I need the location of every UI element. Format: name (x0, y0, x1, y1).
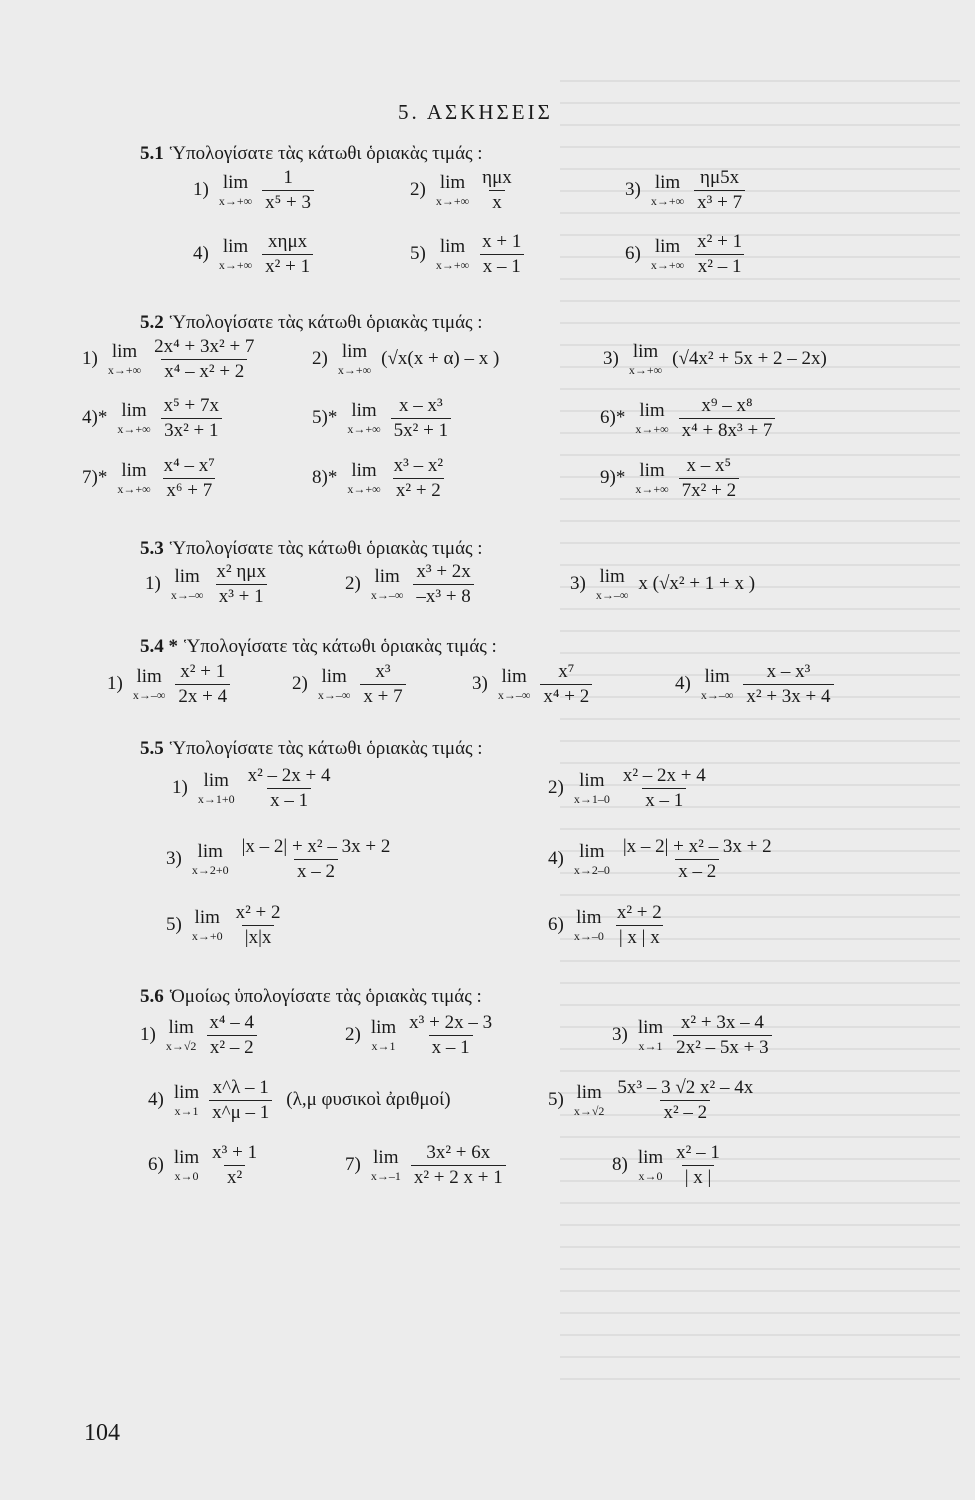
limit-operator (192, 842, 229, 876)
lim-word: lim (637, 1147, 664, 1169)
exercise-s51-5 (410, 232, 524, 277)
limit-operator (318, 667, 351, 701)
exercise-label: 2) (345, 1024, 361, 1046)
denominator: –x³ + 8 (413, 584, 473, 607)
limit-operator (638, 1148, 663, 1182)
limit-expression: (√x(x + α) – x ) (381, 348, 500, 369)
numerator: x⁴ – x⁷ (163, 455, 215, 476)
limit-subscript: x→–∞ (595, 588, 629, 602)
limit-operator (347, 401, 380, 435)
fraction (233, 903, 284, 948)
exercise-label: 1) (193, 179, 209, 201)
fraction (679, 396, 776, 441)
exercise-label: 6)* (600, 407, 626, 429)
fraction (239, 837, 394, 882)
limit-operator (574, 842, 610, 876)
exercise-s56-6 (148, 1143, 260, 1188)
exercise-s52-2 (312, 342, 499, 376)
lim-word: lim (351, 460, 377, 482)
limit-operator (108, 342, 141, 376)
denominator: x⁵ + 3 (262, 190, 314, 213)
exercise-s54-4 (675, 662, 834, 707)
limit-subscript: x→–∞ (497, 688, 531, 703)
limit-operator (596, 567, 629, 601)
limit-subscript: x→+∞ (347, 422, 381, 437)
limit-subscript: x→+∞ (117, 422, 151, 437)
limit-subscript: x→–∞ (170, 588, 204, 603)
exercise-s55-2 (548, 766, 709, 811)
limit-subscript: x→1–0 (573, 792, 610, 807)
exercise-s54-2 (292, 662, 406, 707)
limit-subscript: x→1+0 (197, 792, 235, 807)
lim-word: lim (501, 666, 527, 688)
denominator: x – 1 (480, 254, 524, 277)
lim-word: lim (639, 400, 665, 422)
exercise-s56-5 (548, 1078, 756, 1123)
exercise-s55-3 (166, 837, 393, 882)
limit-operator (171, 567, 204, 601)
lim-word: lim (121, 400, 147, 422)
denominator: x⁴ + 8x³ + 7 (679, 418, 776, 441)
denominator: 3x² + 1 (161, 418, 221, 441)
fraction (620, 766, 709, 811)
lim-word: lim (321, 666, 347, 688)
numerator: x⁵ + 7x (163, 395, 219, 416)
exercise-label: 7) (345, 1154, 361, 1176)
fraction (209, 1143, 260, 1188)
exercise-label: 4)* (82, 407, 108, 429)
numerator: x³ – x² (393, 455, 444, 476)
numerator: x⁹ – x⁸ (701, 395, 753, 416)
section-5-4-heading: 5.4 * Ὑπολογίσατε τὰς κάτωθι ὁριακὰς τιμάς : (140, 636, 497, 657)
numerator: x² + 2 (235, 902, 281, 923)
exercise-s54-1 (107, 662, 230, 707)
fraction (391, 396, 451, 441)
exercise-label: 4) (675, 673, 691, 695)
lim-word: lim (222, 172, 249, 194)
exercise-s56-1 (140, 1013, 257, 1058)
lim-word: lim (637, 1017, 664, 1039)
numerator: x³ + 2x – 3 (409, 1012, 493, 1033)
section-5-6-heading: 5.6 Ὁμοίως ὑπολογίσατε τὰς ὁριακὰς τιμάς : (140, 986, 482, 1007)
lim-word: lim (341, 341, 368, 362)
numerator: 2x⁴ + 3x² + 7 (154, 336, 255, 357)
exercise-s56-2 (345, 1013, 495, 1058)
exercise-s52-5 (312, 396, 451, 441)
limit-subscript: x→1 (371, 1039, 396, 1054)
fraction (245, 766, 334, 811)
limit-operator (174, 1148, 199, 1182)
fraction (262, 168, 314, 213)
numerator: x³ + 2x (416, 561, 471, 582)
exercise-label: 7)* (82, 467, 108, 489)
fraction (213, 562, 269, 607)
limit-operator (574, 771, 610, 805)
fraction (406, 1013, 495, 1058)
lim-word: lim (203, 770, 229, 792)
exercise-label: 2) (292, 673, 308, 695)
exercise-label: 8)* (312, 467, 338, 489)
exercise-label: 5) (166, 914, 182, 936)
section-5-2-heading: 5.2 Ὑπολογίσατε τὰς κάτωθι ὁριακὰς τιμάς : (140, 312, 483, 333)
limit-subscript: x→√2 (573, 1104, 605, 1119)
lim-word: lim (174, 566, 200, 588)
fraction (151, 337, 257, 382)
limit-operator (498, 667, 531, 701)
exercise-s55-1 (172, 766, 334, 811)
limit-operator (651, 237, 684, 271)
lim-word: lim (197, 841, 223, 863)
limit-subscript: x→+∞ (347, 482, 381, 497)
exercise-label: 2) (548, 777, 564, 799)
denominator: 2x² – 5x + 3 (673, 1035, 771, 1058)
limit-operator (635, 401, 668, 435)
numerator: xημx (268, 231, 308, 252)
exercise-s53-3 (570, 567, 755, 601)
denominator: | x | (682, 1165, 715, 1188)
exercise-s51-6 (625, 232, 745, 277)
exercise-s56-4 (148, 1078, 451, 1123)
numerator: x – x⁵ (686, 455, 732, 476)
denominator: x² – 1 (695, 254, 745, 277)
fraction (413, 562, 473, 607)
limit-operator (629, 342, 662, 376)
limit-subscript: x→2–0 (573, 863, 610, 878)
numerator: x³ + 1 (212, 1142, 258, 1163)
fraction (479, 232, 524, 277)
limit-operator (192, 908, 223, 942)
exercise-s56-8 (612, 1143, 723, 1188)
exercise-note: (λ,μ φυσικοὶ ἀριθμοί) (286, 1089, 451, 1111)
fraction (673, 1143, 723, 1188)
fraction (694, 168, 745, 213)
lim-word: lim (168, 1017, 194, 1039)
denominator: x⁶ + 7 (163, 478, 215, 501)
denominator: x – 2 (675, 859, 719, 882)
exercise-s52-4 (82, 396, 222, 441)
limit-subscript: x→+∞ (107, 363, 142, 378)
numerator: x⁷ (558, 661, 575, 682)
exercise-label: 3) (612, 1024, 628, 1046)
numerator: 5x³ – 3 √2 x² – 4x (617, 1077, 754, 1098)
denominator: x² – 2 (660, 1100, 710, 1123)
lim-word: lim (370, 1017, 397, 1039)
exercise-s51-2 (410, 168, 515, 213)
exercise-s52-6 (600, 396, 775, 441)
denominator: x² + 3x + 4 (743, 684, 833, 707)
numerator: x² – 2x + 4 (622, 765, 706, 786)
lim-word: lim (222, 236, 249, 258)
denominator: x^μ – 1 (209, 1100, 272, 1123)
fraction (540, 662, 592, 707)
limit-subscript: x→+∞ (635, 482, 669, 497)
limit-operator (574, 1083, 605, 1117)
limit-subscript: x→+∞ (635, 422, 669, 437)
numerator: x² + 1 (697, 231, 743, 252)
denominator: |x|x (242, 925, 275, 948)
lim-word: lim (194, 907, 220, 929)
numerator: x³ (375, 661, 391, 682)
exercise-label: 4) (148, 1089, 164, 1111)
exercise-label: 2) (410, 179, 426, 201)
exercise-label: 9)* (600, 467, 626, 489)
numerator: x + 1 (482, 231, 522, 252)
exercise-label: 2) (345, 573, 361, 595)
exercise-label: 3) (570, 573, 586, 594)
lim-word: lim (576, 907, 602, 929)
lim-word: lim (373, 1147, 399, 1169)
numerator: |x – 2| + x² – 3x + 2 (241, 836, 391, 857)
exercise-label: 8) (612, 1154, 628, 1176)
fraction (161, 456, 218, 501)
lim-word: lim (351, 400, 377, 422)
limit-operator (117, 461, 150, 495)
numerator: 1 (283, 167, 293, 188)
limit-operator (436, 237, 469, 271)
exercise-label: 4) (548, 848, 564, 870)
exercise-s55-6 (548, 903, 665, 948)
fraction (743, 662, 833, 707)
exercise-s56-3 (612, 1013, 772, 1058)
denominator: x + 7 (360, 684, 405, 707)
denominator: x² + 2 x + 1 (411, 1165, 506, 1188)
numerator: x² + 3x – 4 (680, 1012, 764, 1033)
page-number: 104 (84, 1420, 120, 1446)
limit-operator (133, 667, 166, 701)
limit-subscript: x→–∞ (132, 688, 166, 703)
limit-subscript: x→+∞ (628, 363, 663, 377)
fraction (679, 456, 739, 501)
denominator: x² (224, 1165, 245, 1188)
limit-operator (219, 173, 252, 207)
limit-subscript: x→+∞ (650, 194, 685, 209)
numerator: 3x² + 6x (426, 1142, 491, 1163)
exercise-s52-3 (603, 342, 827, 376)
limit-operator (347, 461, 380, 495)
limit-operator (117, 401, 150, 435)
limit-operator (574, 908, 604, 942)
exercise-s53-1 (145, 562, 269, 607)
exercise-label: 5) (548, 1089, 564, 1111)
lim-word: lim (599, 566, 625, 587)
exercise-label: 6) (548, 914, 564, 936)
exercise-label: 6) (148, 1154, 164, 1176)
lim-word: lim (654, 172, 681, 194)
limit-subscript: x→1 (638, 1039, 663, 1054)
fraction (620, 837, 775, 882)
lim-word: lim (632, 341, 659, 362)
limit-operator (638, 1018, 663, 1052)
limit-operator (198, 771, 235, 805)
limit-operator (436, 173, 469, 207)
lim-word: lim (704, 666, 730, 688)
limit-subscript: x→2+0 (191, 863, 229, 878)
lim-word: lim (439, 236, 466, 258)
denominator: x – 1 (642, 788, 686, 811)
exercise-label: 6) (625, 243, 641, 265)
exercise-label: 1) (107, 673, 123, 695)
exercise-label: 1) (140, 1024, 156, 1046)
numerator: x² + 1 (180, 661, 226, 682)
limit-subscript: x→√2 (165, 1039, 197, 1054)
denominator: x⁴ – x² + 2 (161, 359, 247, 382)
lim-word: lim (374, 566, 400, 588)
fraction (161, 396, 222, 441)
page-title: 5. ΑΣΚΗΣΕΙΣ (398, 100, 553, 124)
limit-subscript: x→0 (174, 1169, 199, 1184)
lim-word: lim (173, 1082, 200, 1104)
limit-subscript: x→+∞ (337, 363, 372, 377)
limit-operator (701, 667, 734, 701)
limit-subscript: x→–∞ (370, 588, 404, 603)
exercise-s54-3 (472, 662, 592, 707)
limit-subscript: x→–∞ (317, 688, 351, 703)
exercise-s55-4 (548, 837, 775, 882)
fraction (479, 168, 515, 213)
lim-word: lim (136, 666, 162, 688)
exercise-s56-7 (345, 1143, 506, 1188)
limit-subscript: x→0 (638, 1169, 663, 1184)
lim-word: lim (121, 460, 147, 482)
limit-operator (371, 567, 404, 601)
limit-subscript: x→+∞ (117, 482, 151, 497)
fraction (614, 903, 665, 948)
limit-operator (371, 1018, 396, 1052)
limit-operator (635, 461, 668, 495)
numerator: x⁴ – 4 (209, 1012, 255, 1033)
section-5-5-heading: 5.5 Ὑπολογίσατε τὰς κάτωθι ὁριακὰς τιμάς : (140, 738, 483, 759)
lim-word: lim (579, 770, 605, 792)
denominator: | x | x (616, 925, 663, 948)
exercise-s51-1 (193, 168, 314, 213)
lim-word: lim (579, 841, 605, 863)
denominator: x² + 1 (262, 254, 313, 277)
denominator: x³ + 7 (694, 190, 745, 213)
exercise-label: 1) (145, 573, 161, 595)
lim-word: lim (576, 1082, 602, 1104)
lim-word: lim (111, 341, 138, 363)
exercise-label: 1) (172, 777, 188, 799)
numerator: |x – 2| + x² – 3x + 2 (622, 836, 772, 857)
fraction (262, 232, 313, 277)
lim-word: lim (654, 236, 681, 258)
denominator: x – 1 (267, 788, 311, 811)
limit-subscript: x→+∞ (218, 258, 253, 273)
numerator: ημ5x (700, 167, 740, 188)
denominator: x² + 2 (393, 478, 444, 501)
limit-operator (371, 1148, 401, 1182)
exercise-label: 1) (82, 348, 98, 370)
denominator: 2x + 4 (175, 684, 230, 707)
exercise-s52-1 (82, 337, 257, 382)
numerator: x² + 2 (616, 902, 662, 923)
limit-operator (174, 1083, 199, 1117)
fraction (411, 1143, 506, 1188)
exercise-s55-5 (166, 903, 284, 948)
limit-subscript: x→–1 (370, 1169, 401, 1184)
exercise-label: 5) (410, 243, 426, 265)
denominator: x – 2 (294, 859, 338, 882)
limit-subscript: x→–∞ (700, 688, 734, 703)
limit-subscript: x→+∞ (650, 258, 685, 273)
exercise-s52-9 (600, 456, 739, 501)
numerator: x^λ – 1 (212, 1077, 269, 1098)
fraction (175, 662, 230, 707)
fraction (391, 456, 446, 501)
exercise-s51-3 (625, 168, 745, 213)
exercise-s51-4 (193, 232, 313, 277)
fraction (360, 662, 405, 707)
fraction (673, 1013, 771, 1058)
limit-subscript: x→1 (174, 1104, 199, 1119)
limit-subscript: x→+∞ (435, 258, 470, 273)
numerator: x – x³ (399, 395, 443, 416)
exercise-label: 2) (312, 348, 328, 369)
denominator: x² – 2 (207, 1035, 257, 1058)
section-5-3-heading: 5.3 Ὑπολογίσατε τὰς κάτωθι ὁριακὰς τιμάς : (140, 538, 483, 559)
fraction (209, 1078, 272, 1123)
limit-operator (219, 237, 252, 271)
limit-subscript: x→–0 (573, 929, 604, 944)
limit-subscript: x→+0 (191, 929, 223, 944)
exercise-label: 3) (166, 848, 182, 870)
numerator: x² – 2x + 4 (247, 765, 331, 786)
exercise-label: 4) (193, 243, 209, 265)
exercise-s53-2 (345, 562, 474, 607)
lim-word: lim (639, 460, 665, 482)
denominator: x³ + 1 (216, 584, 267, 607)
section-5-1-heading: 5.1 Ὑπολογίσατε τὰς κάτωθι ὁριακὰς τιμάς : (140, 143, 483, 164)
exercise-label: 3) (625, 179, 641, 201)
limit-operator (166, 1018, 197, 1052)
limit-operator (338, 342, 371, 376)
exercise-s52-7 (82, 456, 218, 501)
fraction (614, 1078, 756, 1123)
numerator: x² – 1 (676, 1142, 720, 1163)
lim-word: lim (439, 172, 466, 194)
fraction (206, 1013, 257, 1058)
limit-expression: (√4x² + 5x + 2 – 2x) (672, 348, 827, 369)
limit-operator (651, 173, 684, 207)
limit-subscript: x→+∞ (435, 194, 470, 209)
limit-subscript: x→+∞ (218, 194, 253, 209)
exercise-label: 3) (472, 673, 488, 695)
denominator: 7x² + 2 (679, 478, 739, 501)
exercise-label: 5)* (312, 407, 338, 429)
fraction (694, 232, 745, 277)
denominator: x – 1 (429, 1035, 473, 1058)
numerator: x² ημx (216, 561, 266, 582)
numerator: x – x³ (766, 661, 811, 682)
limit-expression: x (√x² + 1 + x ) (638, 573, 756, 594)
lim-word: lim (173, 1147, 200, 1169)
numerator: ημx (482, 167, 512, 188)
denominator: x (489, 190, 505, 213)
denominator: 5x² + 1 (391, 418, 451, 441)
exercise-s52-8 (312, 456, 446, 501)
exercise-label: 3) (603, 348, 619, 369)
denominator: x⁴ + 2 (540, 684, 592, 707)
